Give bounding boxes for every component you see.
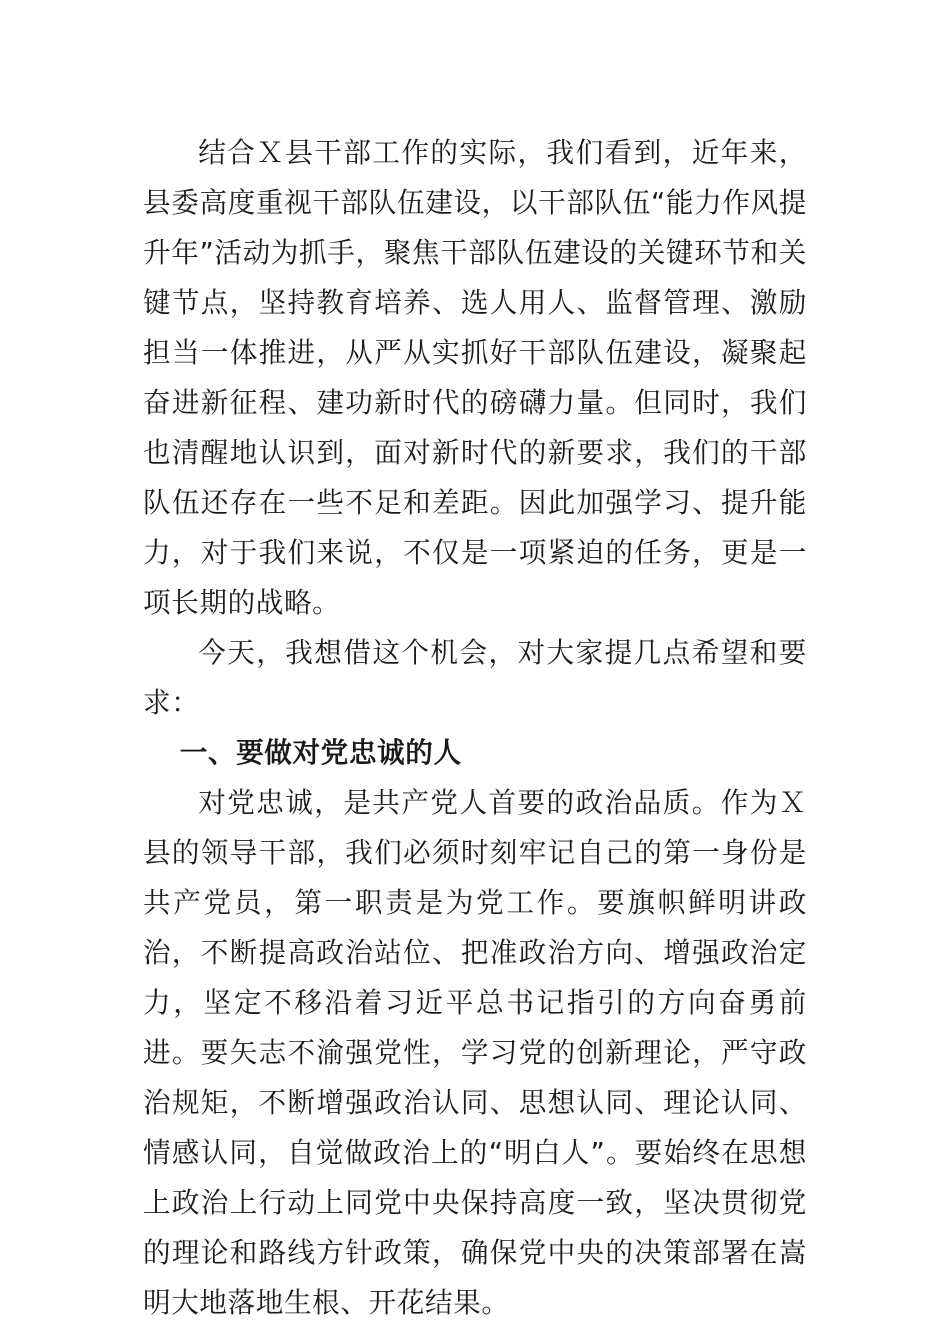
section-heading-1: 一、要做对党忠诚的人 [179,736,462,769]
section-1-body-paragraph: 对党忠诚，是共产党人首要的政治品质。作为Ｘ县的领导干部，我们必须时刻牢记自己的第一身份是共产党员，第一职责是为党工作。要旗帜鲜明讲政治，不断提高政治站位、把准政治方向、增强政治定力，坚定不移沿着习近平总书记指引的方向奋勇前进。要矢志不渝强党性，学习党的创新理论，严守政治规矩，不断增强政治认同、思想认同、理论认同、情感认同，自觉做政治上的“明白人”。要始终在思想上政治上行动上同党中央保持高度一致，坚决贯彻党的理论和路线方针政策，确保党中央的决策部署在嵩明大地落地生根、开花结果。 [143,786,807,1319]
opening-remark-paragraph: 今天，我想借这个机会，对大家提几点希望和要求： [143,636,807,719]
document-page [143,128,807,1328]
intro-paragraph: 结合Ｘ县干部工作的实际，我们看到，近年来，县委高度重视干部队伍建设，以干部队伍“能力作风提升年”活动为抓手，聚焦干部队伍建设的关键环节和关键节点，坚持教育培养、选人用人、监督管理、激励担当一体推进，从严从实抓好干部队伍建设，凝聚起奋进新征程、建功新时代的磅礴力量。但同时，我们也清醒地认识到，面对新时代的新要求，我们的干部队伍还存在一些不足和差距。因此加强学习、提升能力，对于我们来说，不仅是一项紧迫的任务，更是一项长期的战略。 [143,136,807,619]
